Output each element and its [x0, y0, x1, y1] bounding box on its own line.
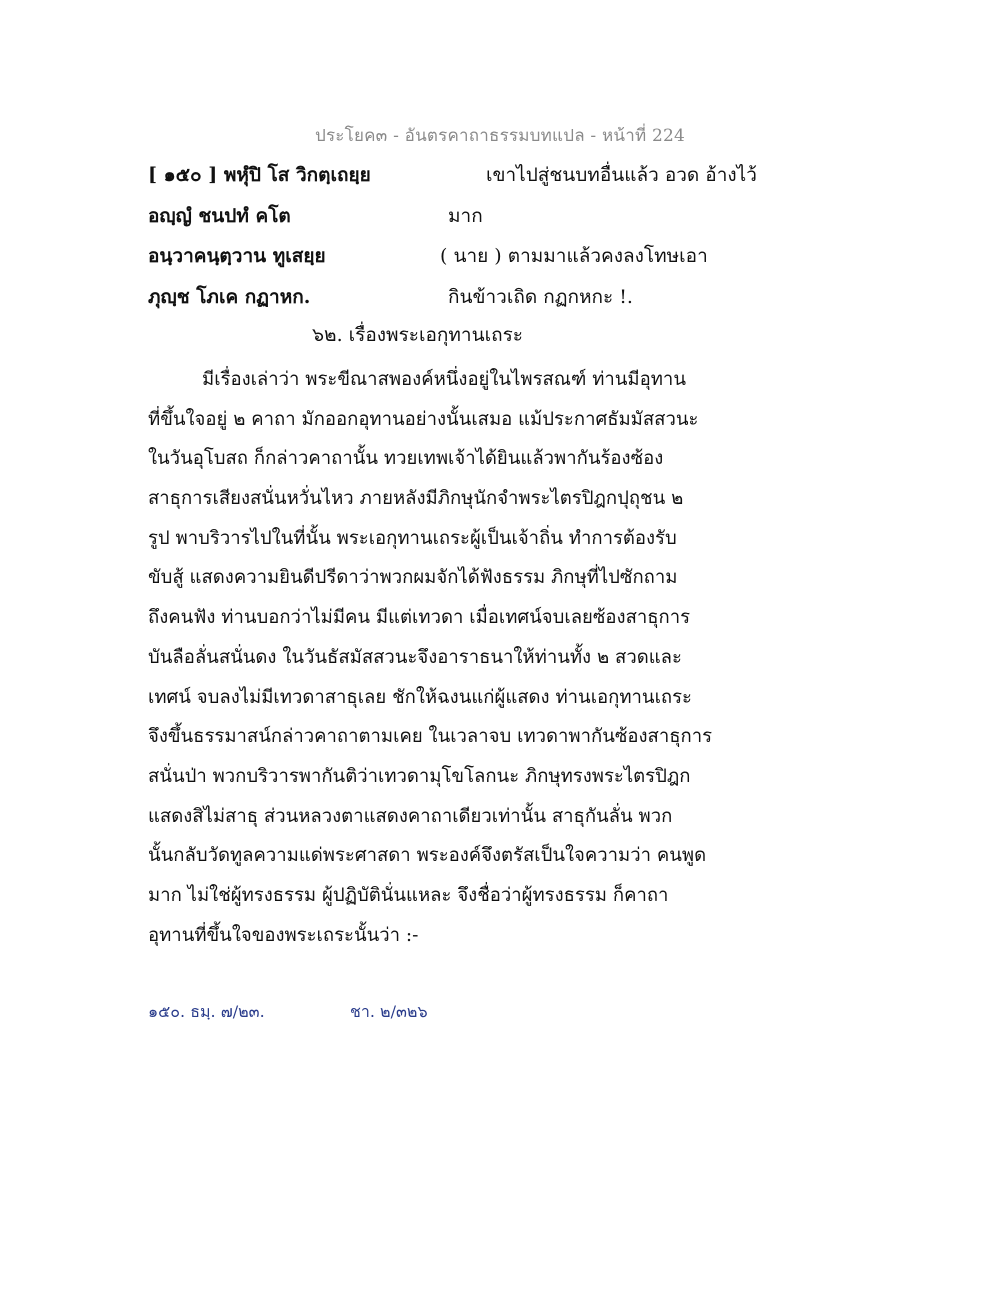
verse-line-2	[148, 199, 868, 233]
body-text	[148, 362, 748, 957]
verse-pali-3: อนฺวาคนฺตฺวาน ทูเสยฺย	[148, 245, 326, 267]
story-title: ๖๒. เรื่องพระเอกุทานเถระ	[312, 324, 523, 346]
body-line: ในวันอุโบสถ ก็กล่าวคาถานั้น ทวยเทพเจ้าได้ยินแล้วพากันร้องซ้อง	[148, 448, 664, 470]
body-line: แสดงสิไม่สาธุ ส่วนหลวงตาแสดงคาถาเดียวเท่านั้น สาธุกันลั่น พวก	[148, 805, 673, 827]
verse-line-3	[148, 239, 868, 273]
body-line: บันลือลั่นสนั่นดง ในวันธัสมัสสวนะจึงอาราธนาให้ท่านทั้ง ๒ สวดและ	[148, 646, 682, 668]
verse-pali-1: [ ๑๕๐ ] พหุํปิ โส วิกตฺเถยฺย	[148, 164, 371, 186]
verse-pali-2: อญฺญํ ชนปทํ คโต	[148, 205, 291, 227]
body-line: ขับสู้ แสดงความยินดีปรีดาว่าพวกผมจักได้ฟังธรรม ภิกษุที่ไปซักถาม	[148, 567, 678, 589]
body-line: สาธุการเสียงสนั่นหวั่นไหว ภายหลังมีภิกษุนักจำพระไตรปิฎกปุถุชน ๒	[148, 488, 684, 510]
body-line: สนั่นป่า พวกบริวารพากันติว่าเทวดามุโขโลกนะ ภิกษุทรงพระไตรปิฎก	[148, 765, 691, 787]
footnote-ref-jataka: ชา. ๒/๓๒๖	[350, 1002, 428, 1021]
body-line: ถึงคนฟัง ท่านบอกว่าไม่มีคน มีแต่เทวดา เมื่อเทศน์จบเลยซ้องสาธุการ	[148, 607, 691, 629]
verse-thai-1: เขาไปสู่ชนบทอื่นแล้ว อวด อ้างไว้	[486, 164, 757, 186]
body-line: มาก ไม่ใช่ผู้ทรงธรรม ผู้ปฏิบัตินั่นแหละ จึงชื่อว่าผู้ทรงธรรม ก็คาถา	[148, 884, 669, 906]
verse-thai-2: มาก	[448, 205, 483, 227]
verse-line-1	[148, 158, 868, 192]
footnote-ref-dhammapada: ๑๕๐. ธมฺ. ๗/๒๓.	[148, 1002, 265, 1021]
verse-pali-4: ภุญฺช โภเค กฏาหก.	[148, 286, 311, 308]
verse-thai-4: กินข้าวเถิด กฏกหกะ !.	[448, 286, 633, 308]
verse-thai-3: ( นาย ) ตามมาแล้วคงลงโทษเอา	[440, 245, 708, 267]
body-line: มีเรื่องเล่าว่า พระขีณาสพองค์หนึ่งอยู่ในไพรสณฑ์ ท่านมีอุทาน	[202, 369, 686, 390]
running-header: ประโยค๓ - อันตรคาถาธรรมบทแปล - หน้าที่ 224	[314, 126, 686, 146]
body-line: เทศน์ จบลงไม่มีเทวดาสาธุเลย ชักให้ฉงนแก่ผู้แสดง ท่านเอกุทานเถระ	[148, 686, 692, 708]
body-line: รูป พาบริวารไปในที่นั้น พระเอกุทานเถระผู้เป็นเจ้าถิ่น ทำการต้องรับ	[148, 527, 677, 549]
verse-line-4	[148, 280, 868, 314]
body-line: ที่ขึ้นใจอยู่ ๒ คาถา มักออกอุทานอย่างนั้นเสมอ แม้ประกาศธัมมัสสวนะ	[148, 408, 699, 430]
body-line: อุทานที่ขึ้นใจของพระเถระนั้นว่า :-	[148, 924, 419, 946]
body-line: นั้นกลับวัดทูลความแด่พระศาสดา พระองค์จึงตรัสเป็นใจความว่า คนพูด	[148, 845, 707, 867]
body-line: จึงขึ้นธรรมาสน์กล่าวคาถาตามเคย ในเวลาจบ เทวดาพากันซ้องสาธุการ	[148, 726, 713, 748]
